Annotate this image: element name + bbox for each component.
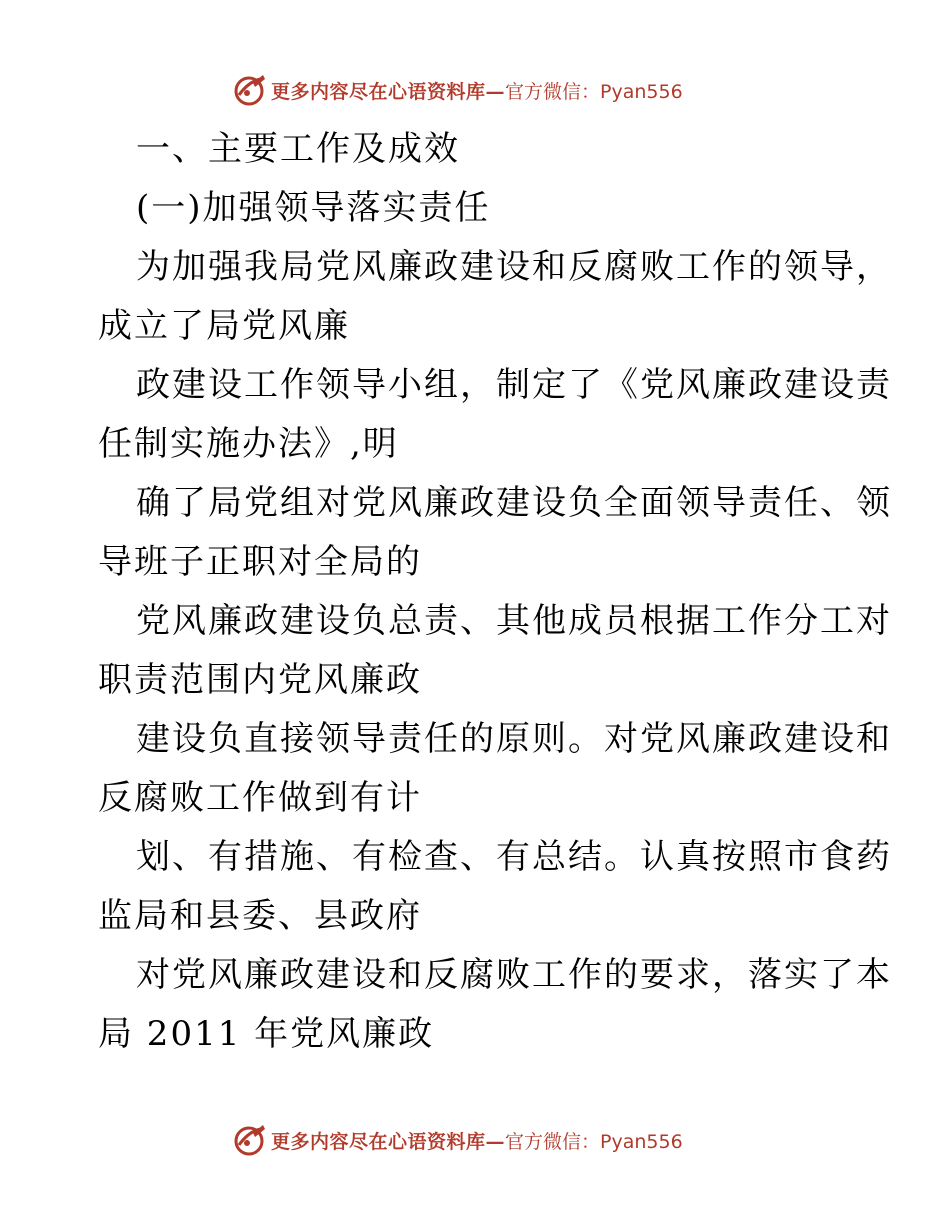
- paragraph-line: 政建设工作领导小组，制定了《党风廉政建设责: [136, 365, 892, 405]
- banner-text: 更多内容尽在心语资料库—: [271, 1130, 506, 1153]
- banner-text: 更多内容尽在心语资料库—: [271, 80, 506, 103]
- paragraph-line: 导班子正职对全局的: [98, 542, 422, 582]
- section-heading: 一、主要工作及成效: [136, 129, 460, 169]
- paragraph-line: 局 2011 年党风廉政: [98, 1014, 435, 1054]
- pen-swirl-logo-icon: [233, 73, 267, 107]
- paragraph-line: 党风廉政建设负总责、其他成员根据工作分工对: [136, 601, 892, 641]
- footer-banner: [233, 1122, 683, 1158]
- banner-wechat: 官方微信：Pyan556: [505, 1130, 683, 1153]
- banner-wechat: 官方微信：Pyan556: [505, 80, 683, 103]
- header-banner: [233, 72, 683, 108]
- document-body: [98, 120, 892, 1064]
- paragraph-line: 职责范围内党风廉政: [98, 660, 422, 700]
- paragraph-line: 监局和县委、县政府: [98, 896, 422, 936]
- paragraph-line: 为加强我局党风廉政建设和反腐败工作的领导，: [136, 247, 892, 287]
- paragraph-line: 确了局党组对党风廉政建设负全面领导责任、领: [136, 483, 892, 523]
- paragraph-line: 反腐败工作做到有计: [98, 778, 422, 818]
- paragraph-line: 划、有措施、有检查、有总结。认真按照市食药: [136, 837, 892, 877]
- subsection-heading: (一)加强领导落实责任: [136, 188, 491, 228]
- paragraph-line: 任制实施办法》,明: [98, 424, 399, 464]
- paragraph-line: 成立了局党风廉: [98, 306, 350, 346]
- paragraph-line: 建设负直接领导责任的原则。对党风廉政建设和: [136, 719, 892, 759]
- paragraph-line: 对党风廉政建设和反腐败工作的要求，落实了本: [136, 955, 892, 995]
- pen-swirl-logo-icon: [233, 1123, 267, 1157]
